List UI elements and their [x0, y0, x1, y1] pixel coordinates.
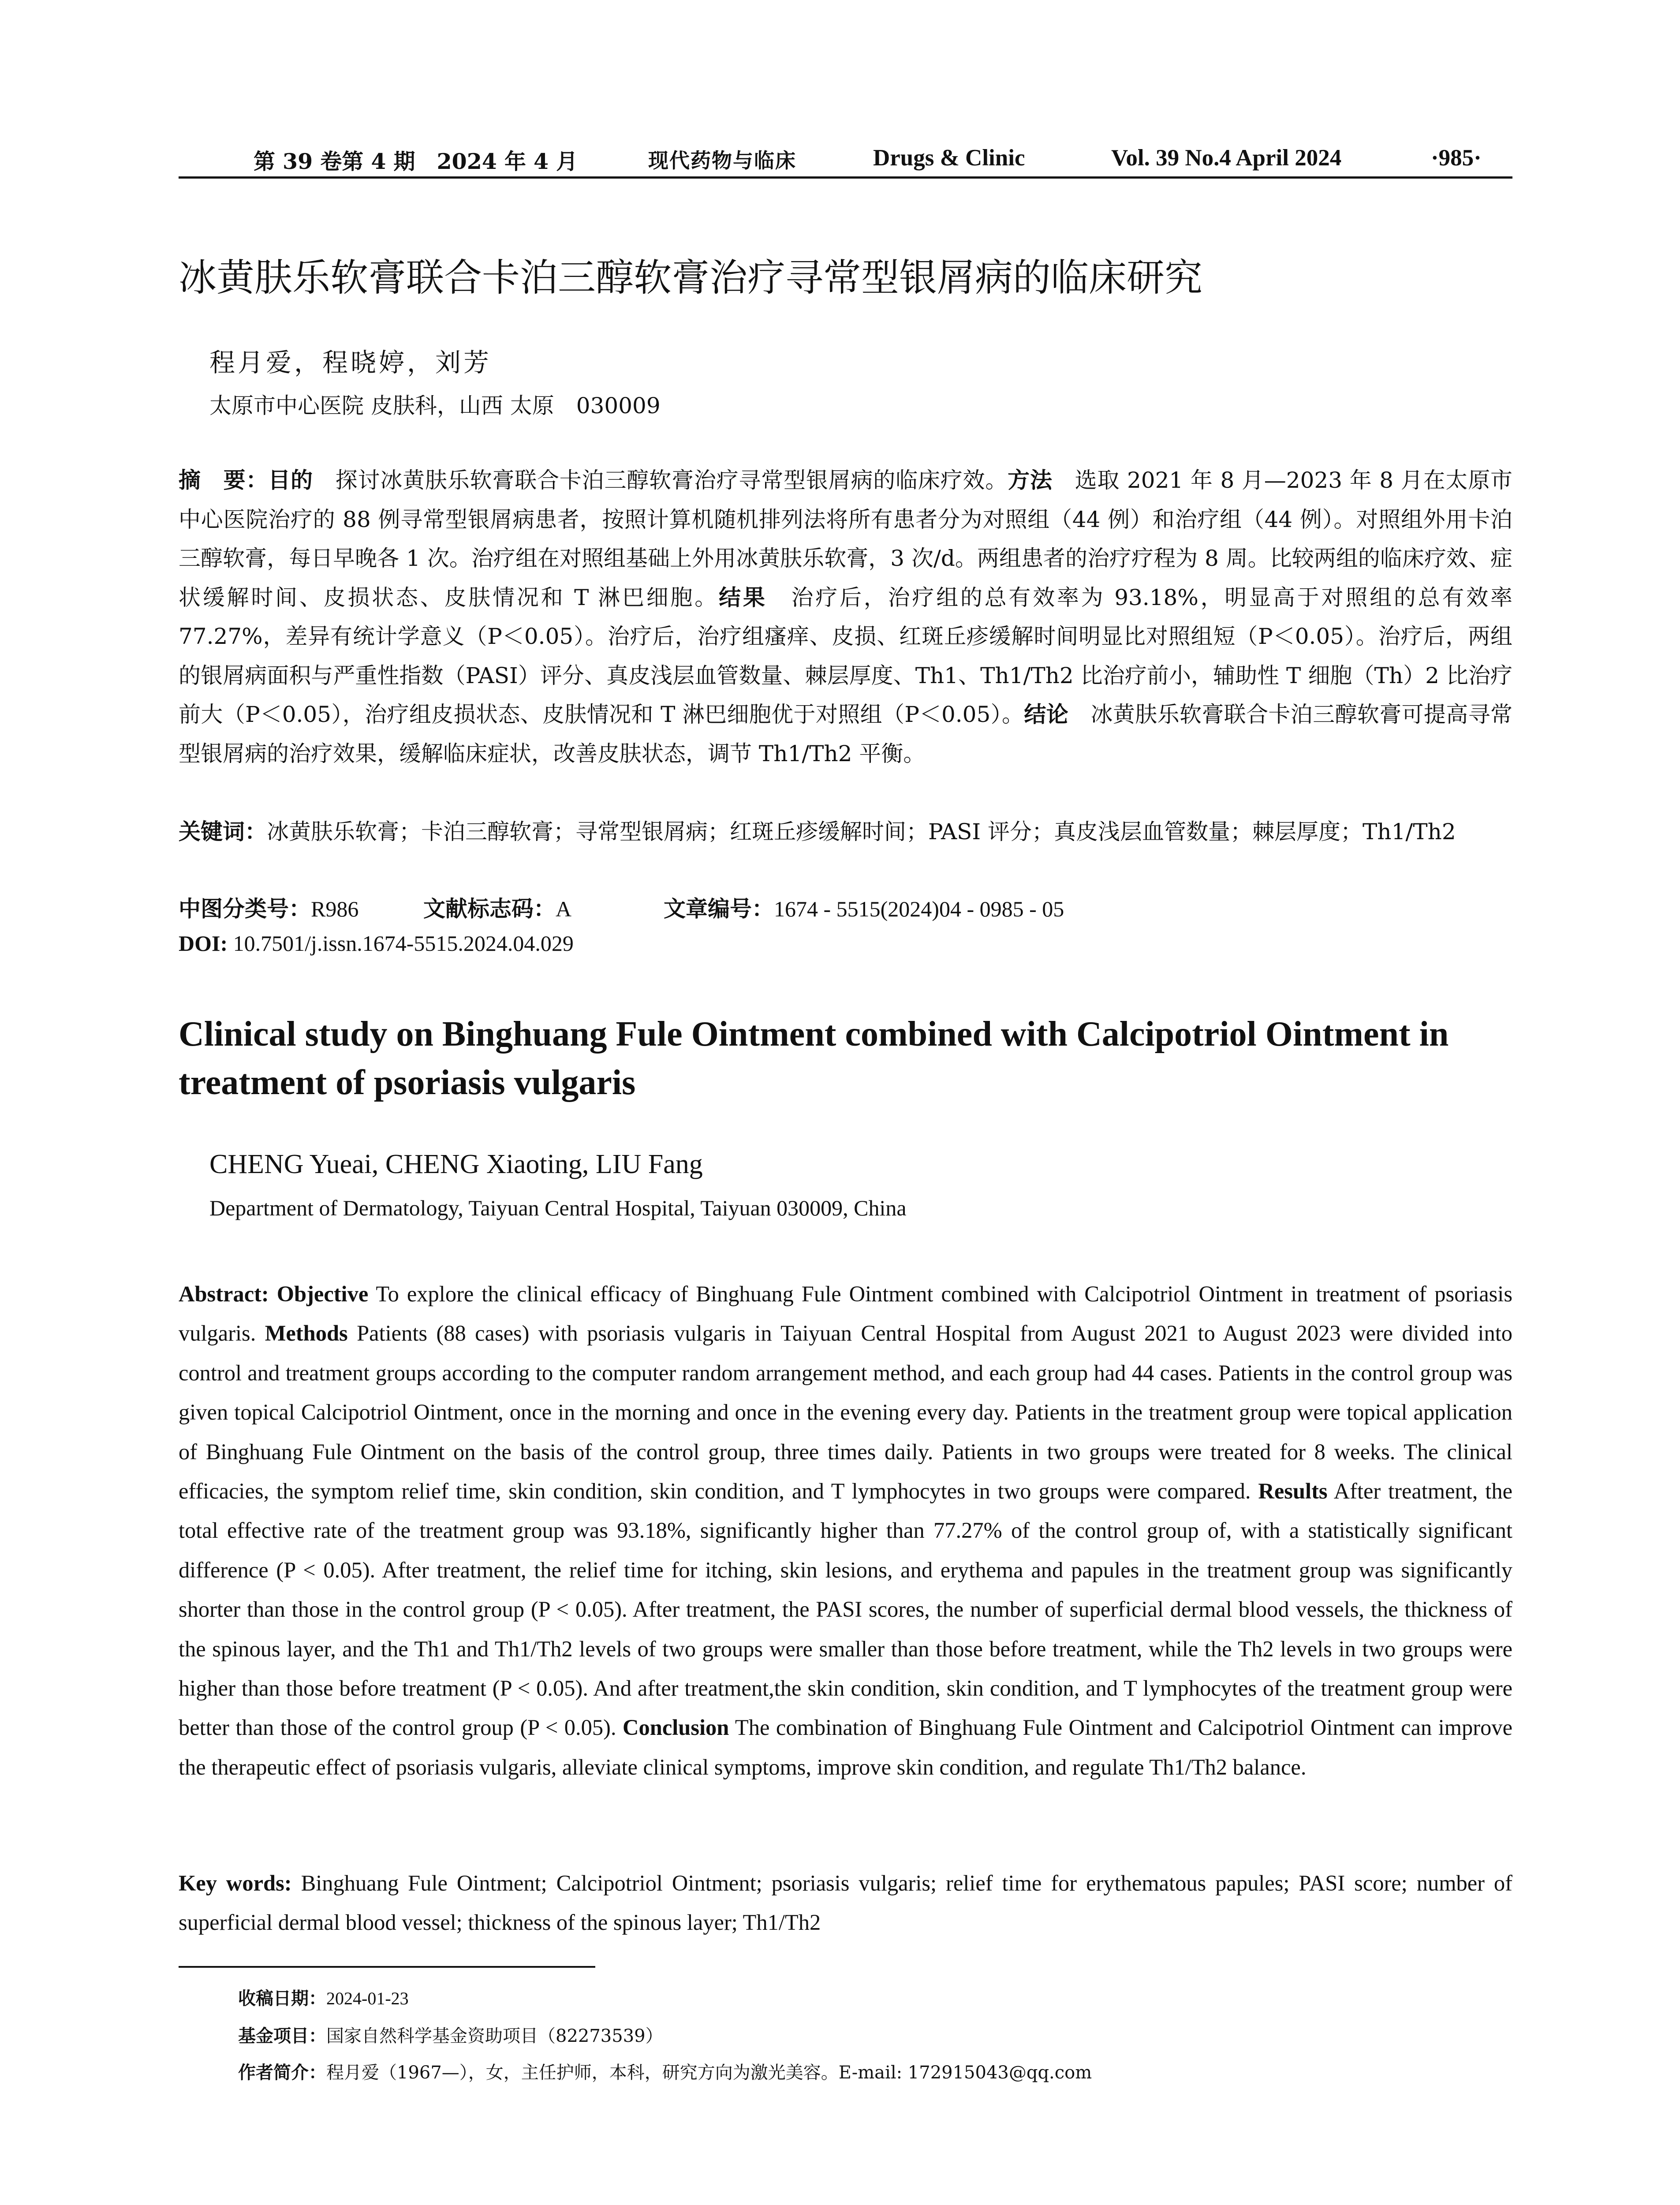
abstract-cn-methods: 选取 2021 年 8 月—2023 年 8 月在太原市中心医院治疗的 88 例寻常型银屑病患者，按照计算机随机排列法将所有患者分为对照组（44 例）和治疗组（44 例）。对照组外用卡泊三醇软膏，每日早晚各 1 次。治疗组在对照组基础上外用冰黄肤乐软膏，3 次/d。两组患者的治疗疗程为 8 周。比较两组的临床疗效、症状缓解时间、皮损状态、皮肤情况和 T 淋巴细胞。 [179, 467, 1513, 610]
abstract-en-objective: To explore the clinical efficacy of Binghuang Fule Ointment combined with Calcipotriol Ointment in treatment of psoriasis vulgaris. [179, 1282, 1512, 1346]
doc-code-value: A [556, 897, 572, 921]
abstract-en-methods: Patients (88 cases) with psoriasis vulgaris in Taiyuan Central Hospital from August 2021 to August 2023 were divided into control and treatment groups according to the computer random arrangement method, and each group had 44 cases. Patients in the control group was given topical Calcipotriol Ointment, once in the morning and once in the evening every day. Patients in the treatment group were topical application of Binghuang Fule Ointment on the basis of the control group, three times daily. Patients in two groups were treated for 8 weeks. The clinical efficacies, the symptom relief time, skin condition, skin condition, and T lymphocytes in two groups were compared. [179, 1321, 1512, 1504]
abstract-en-results-label: Results [1258, 1479, 1328, 1504]
clc-label: 中图分类号： [179, 896, 311, 922]
abstract-cn-objective-label: 目的 [268, 467, 313, 493]
keywords-en-text: Binghuang Fule Ointment; Calcipotriol Ointment; psoriasis vulgaris; relief time for erythematous papules; PASI score; number of superficial dermal blood vessel; thickness of the spinous layer; Th1/Th2 [179, 1871, 1512, 1935]
received-label: 收稿日期： [238, 1988, 326, 2009]
authors-cn: 程月爱，程晓婷，刘芳 [209, 348, 492, 377]
abstract-en-conclusion: The combination of Binghuang Fule Ointment and Calcipotriol Ointment can improve the therapeutic effect of psoriasis vulgaris, alleviate clinical symptoms, improve skin condition, and regulate Th1/Th2 balance. [179, 1715, 1512, 1779]
article-number-value: 1674 - 5515(2024)04 - 0985 - 05 [774, 897, 1064, 921]
header-page-number: ·985· [1431, 145, 1482, 171]
footnote-rule [179, 1966, 595, 1968]
affiliation-cn: 太原市中心医院 皮肤科，山西 太原 030009 [209, 393, 661, 419]
article-title-en: Clinical study on Binghuang Fule Ointment combined with Calcipotriol Ointment in treatment of psoriasis vulgaris [179, 1015, 1449, 1102]
abstract-en-results: After treatment, the total effective rate of the treatment group was 93.18%, significantly higher than 77.27% of the control group of, with a statistically significant difference (P < 0.05). After treatment, the relief time for itching, skin lesions, and erythema and papules in the treatment group was significantly shorter than those in the control group (P < 0.05). After treatment, the PASI scores, the number of superficial dermal blood vessels, the thickness of the spinous layer, and the Th1 and Th1/Th2 levels of two groups were smaller than those before treatment, while the Th2 levels in two groups were higher than those before treatment (P < 0.05). And after treatment,the skin condition, skin condition, and T lymphocytes of the treatment group were better than those of the control group (P < 0.05). [179, 1479, 1512, 1740]
received-date: 2024-01-23 [326, 1988, 409, 2008]
abstract-en [179, 1274, 1512, 1787]
affiliation-en: Department of Dermatology, Taiyuan Central Hospital, Taiyuan 030009, China [209, 1196, 907, 1220]
author-bio-text: 程月爱（1967—），女，主任护师，本科，研究方向为激光美容。E-mail: 172915043@qq.com [326, 2063, 1092, 2083]
abstract-cn-results: 治疗后，治疗组的总有效率为 93.18%，明显高于对照组的总有效率 77.27%，差异有统计学意义（P＜0.05）。治疗后，治疗组瘙痒、皮损、红斑丘疹缓解时间明显比对照组短（P＜0.05）。治疗后，两组的银屑病面积与严重性指数（PASI）评分、真皮浅层血管数量、棘层厚度、Th1、Th1/Th2 比治疗前小，辅助性 T 细胞（Th）2 比治疗前大（P＜0.05），治疗组皮损状态、皮肤情况和 T 淋巴细胞优于对照组（P＜0.05）。 [179, 584, 1513, 727]
running-header [179, 140, 1512, 180]
footnote-author [238, 2059, 1092, 2084]
header-journal-cn: 现代药物与临床 [648, 149, 796, 172]
classification-line [179, 891, 1064, 923]
clc-value: R986 [311, 897, 359, 921]
abstract-cn-methods-label: 方法 [1008, 467, 1053, 493]
abstract-en-objective-label: Abstract: Objective [179, 1282, 369, 1306]
abstract-cn-label: 摘 要： [179, 467, 269, 493]
article-title-cn: 冰黄肤乐软膏联合卡泊三醇软膏治疗寻常型银屑病的临床研究 [179, 256, 1202, 300]
abstract-en-methods-label: Methods [265, 1321, 348, 1346]
fund-text: 国家自然科学基金资助项目（82273539） [326, 2026, 663, 2046]
header-journal-en: Drugs & Clinic [873, 145, 1025, 171]
keywords-cn-label: 关键词： [179, 819, 267, 845]
doc-code-label: 文献标志码： [423, 896, 556, 922]
abstract-cn-objective: 探讨冰黄肤乐软膏联合卡泊三醇软膏治疗寻常型银屑病的临床疗效。 [313, 467, 1008, 493]
footnote-received [238, 1984, 409, 2010]
keywords-cn [179, 812, 1512, 852]
abstract-cn-results-label: 结果 [719, 584, 767, 610]
author-bio-label: 作者简介： [238, 2063, 326, 2083]
keywords-en-label: Key words: [179, 1871, 292, 1895]
abstract-cn [179, 461, 1512, 773]
authors-en: CHENG Yueai, CHENG Xiaoting, LIU Fang [209, 1149, 703, 1179]
abstract-cn-conclusion: 冰黄肤乐软膏联合卡泊三醇软膏可提高寻常型银屑病的治疗效果，缓解临床症状，改善皮肤状态，调节 Th1/Th2 平衡。 [179, 702, 1513, 766]
keywords-en [179, 1864, 1512, 1943]
doi-value: 10.7501/j.issn.1674-5515.2024.04.029 [228, 931, 574, 956]
doi-label: DOI: [179, 931, 228, 956]
abstract-en-conclusion-label: Conclusion [623, 1715, 729, 1740]
footnote-fund [238, 2022, 663, 2047]
header-issue-en: Vol. 39 No.4 April 2024 [1111, 145, 1342, 171]
fund-label: 基金项目： [238, 2026, 326, 2046]
article-number-label: 文章编号： [664, 896, 774, 922]
header-issue-cn: 第 39 卷第 4 期 2024 年 4 月 [254, 149, 578, 174]
doi-line [179, 931, 574, 956]
abstract-cn-conclusion-label: 结论 [1024, 702, 1069, 727]
keywords-cn-text: 冰黄肤乐软膏；卡泊三醇软膏；寻常型银屑病；红斑丘疹缓解时间；PASI 评分；真皮浅层血管数量；棘层厚度；Th1/Th2 [267, 819, 1456, 845]
header-rule [179, 176, 1512, 179]
